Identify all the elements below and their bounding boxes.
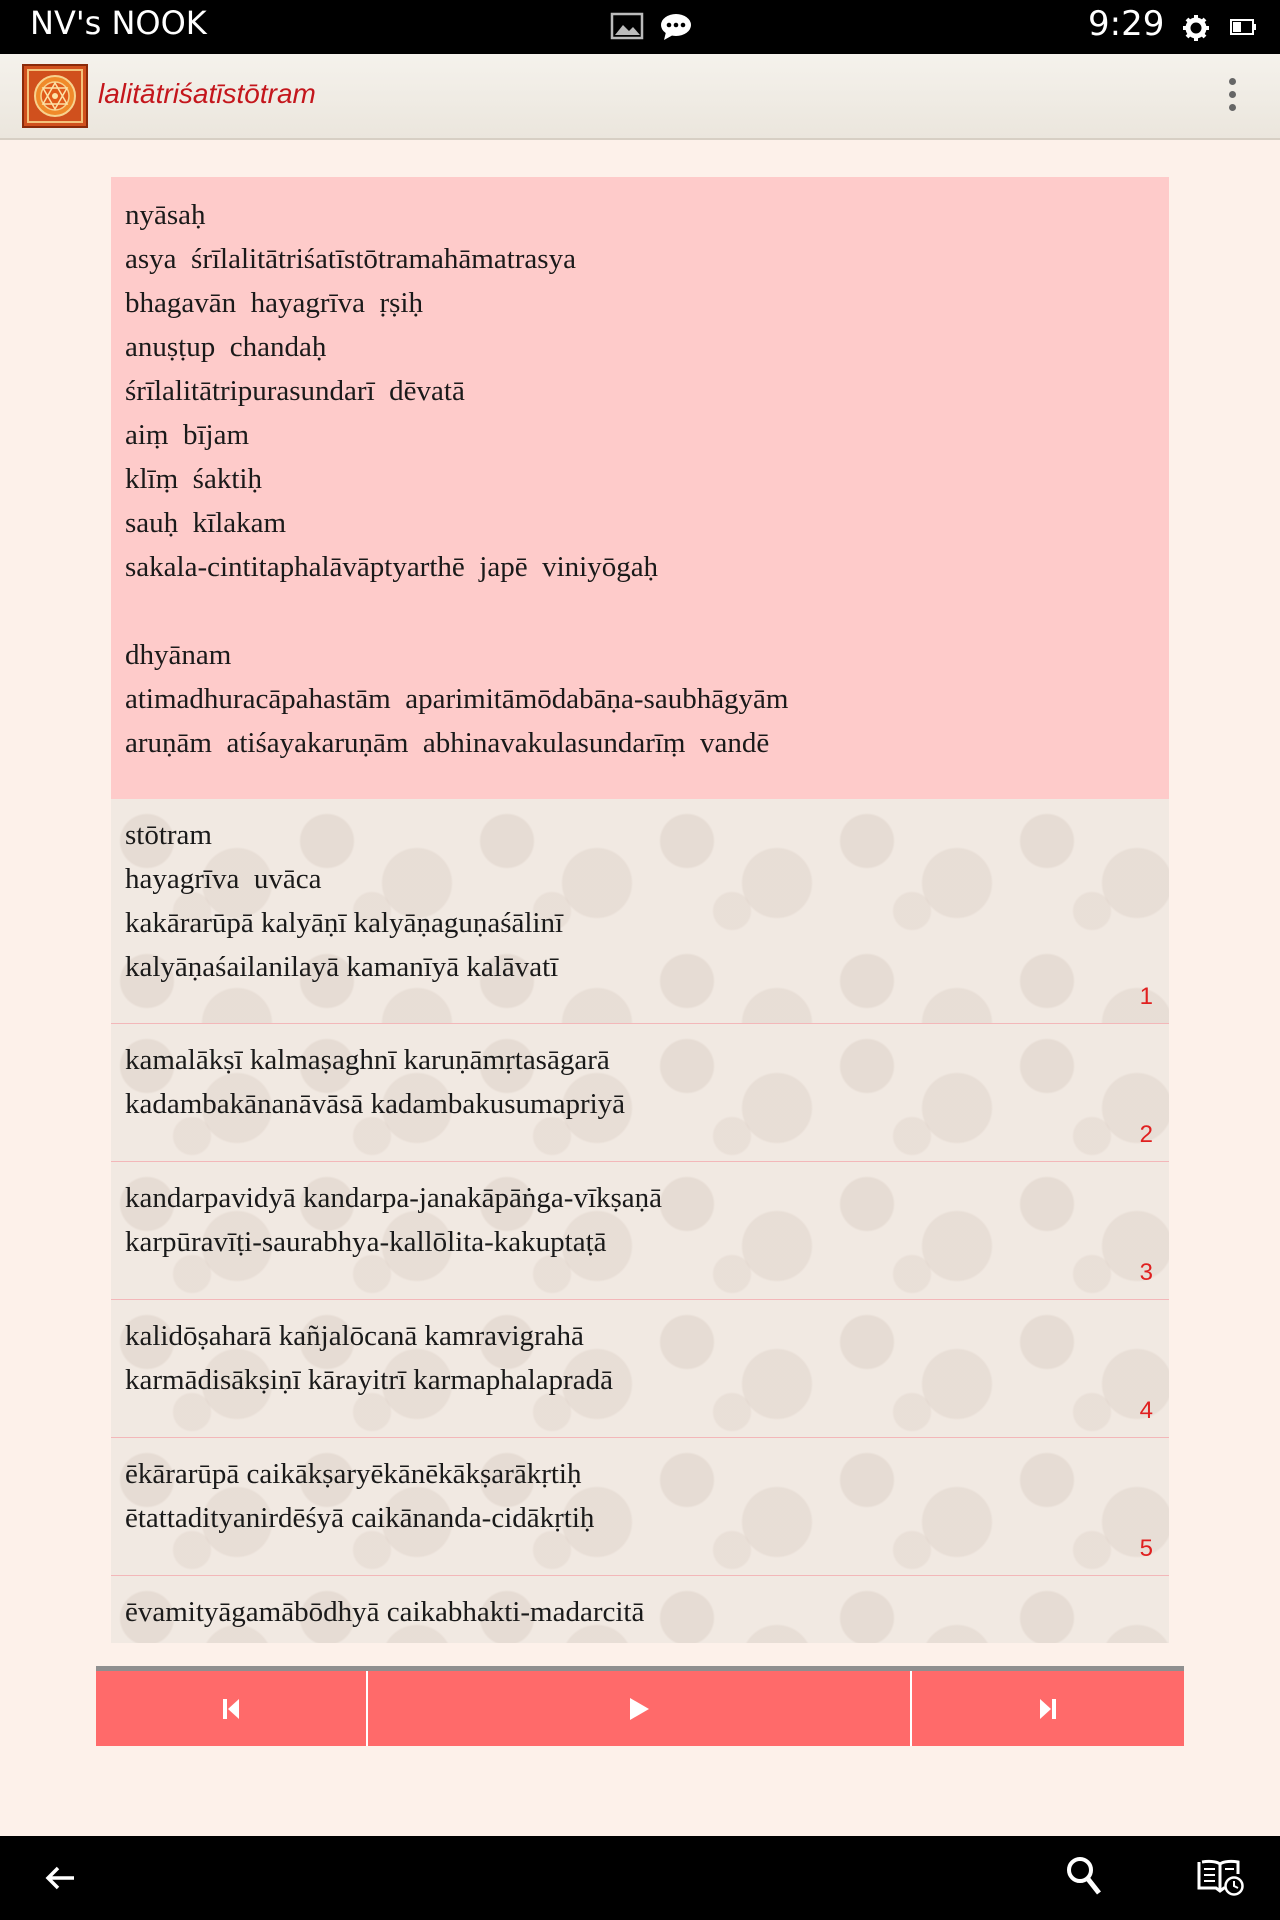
- skip-previous-button[interactable]: [96, 1671, 366, 1746]
- intro-line: śrīlalitātripurasundarī dēvatā: [125, 375, 465, 407]
- verse-number: 2: [1139, 1121, 1153, 1148]
- verse-block: [111, 1437, 1169, 1575]
- verse-line: ētattadityanirdēśyā caikānanda-cidākṛtiḥ: [125, 1502, 595, 1534]
- intro-line: sauḥ kīlakam: [125, 507, 287, 539]
- system-nav-bar: [0, 1836, 1280, 1920]
- verse-line: karmādisākṣiṇī kārayitrī karmaphalapradā: [125, 1364, 613, 1396]
- play-icon: [628, 1697, 650, 1721]
- verse-line: karpūravīṭi-saurabhya-kallōlita-kakuptaṭā: [125, 1226, 607, 1258]
- reading-history-icon[interactable]: [1196, 1856, 1244, 1901]
- verse-line: stōtram: [125, 819, 212, 851]
- verse-block: [111, 1023, 1169, 1161]
- verse-line: kakārarūpā kalyāṇī kalyāṇaguṇaśālinī: [125, 907, 564, 939]
- skip-previous-icon: [221, 1698, 241, 1720]
- status-bar: [0, 0, 1280, 54]
- battery-icon: [1230, 19, 1258, 40]
- gallery-icon: [610, 12, 644, 45]
- verse-line: kandarpavidyā kandarpa-janakāpāṅga-vīkṣaṇā: [125, 1182, 663, 1214]
- intro-line: bhagavān hayagrīva ṛṣiḥ: [125, 287, 423, 319]
- search-icon[interactable]: [1066, 1856, 1102, 1901]
- intro-line: anuṣṭup chandaḥ: [125, 331, 327, 363]
- device-name: NV's NOOK: [30, 4, 207, 42]
- sri-yantra-logo[interactable]: [22, 64, 88, 128]
- stotram-text[interactable]: [111, 177, 1169, 1643]
- intro-line: [125, 589, 1155, 633]
- verse-block: [111, 1575, 1169, 1643]
- chat-bubble-icon: [660, 12, 692, 47]
- clock: 9:29: [1088, 4, 1165, 44]
- intro-line: asya śrīlalitātriśatīstōtramahāmatrasya: [125, 243, 576, 275]
- intro-line: sakala-cintitaphalāvāptyarthē japē viniyōgaḥ: [125, 551, 659, 583]
- verse-number: 1: [1139, 983, 1153, 1010]
- gear-icon[interactable]: [1182, 14, 1210, 47]
- verse-line: kadambakānanāvāsā kadambakusumapriyā: [125, 1088, 626, 1120]
- back-arrow-icon[interactable]: [44, 1864, 76, 1897]
- verse-line: kamalākṣī kalmaṣaghnī karuṇāmṛtasāgarā: [125, 1044, 610, 1076]
- intro-line: atimadhuracāpahastām aparimitāmōdabāṇa-saubhāgyām: [125, 683, 789, 715]
- verse-line: kalyāṇaśailanilayā kamanīyā kalāvatī: [125, 951, 559, 983]
- overflow-menu-icon[interactable]: [1220, 74, 1244, 120]
- verse-block: [111, 1299, 1169, 1437]
- intro-line: klīṃ śaktiḥ: [125, 463, 262, 495]
- verse-line: hayagrīva uvāca: [125, 863, 322, 895]
- verse-line: ēvamityāgamābōdhyā caikabhakti-madarcitā: [125, 1596, 645, 1628]
- verse-number: 3: [1139, 1259, 1153, 1286]
- verse-number: 5: [1139, 1535, 1153, 1562]
- verse-number: 4: [1139, 1397, 1153, 1424]
- intro-section: [111, 177, 1169, 799]
- audio-player-controls: [96, 1666, 1184, 1746]
- skip-next-button[interactable]: [910, 1671, 1184, 1746]
- skip-next-icon: [1038, 1698, 1058, 1720]
- intro-line: dhyānam: [125, 639, 232, 671]
- page-title: lalitātriśatīstōtram: [98, 78, 316, 109]
- verse-block: [111, 1161, 1169, 1299]
- verse-line: ēkārarūpā caikākṣaryēkānēkākṣarākṛtiḥ: [125, 1458, 582, 1490]
- app-bar: [0, 54, 1280, 140]
- verse-block: [111, 799, 1169, 1023]
- intro-line: aruṇām atiśayakaruṇām abhinavakulasundarīṃ vandē: [125, 727, 770, 759]
- intro-line: aiṃ bījam: [125, 419, 250, 451]
- intro-line: nyāsaḥ: [125, 199, 206, 231]
- verse-line: kalidōṣaharā kañjalōcanā kamravigrahā: [125, 1320, 584, 1352]
- play-button[interactable]: [366, 1671, 910, 1746]
